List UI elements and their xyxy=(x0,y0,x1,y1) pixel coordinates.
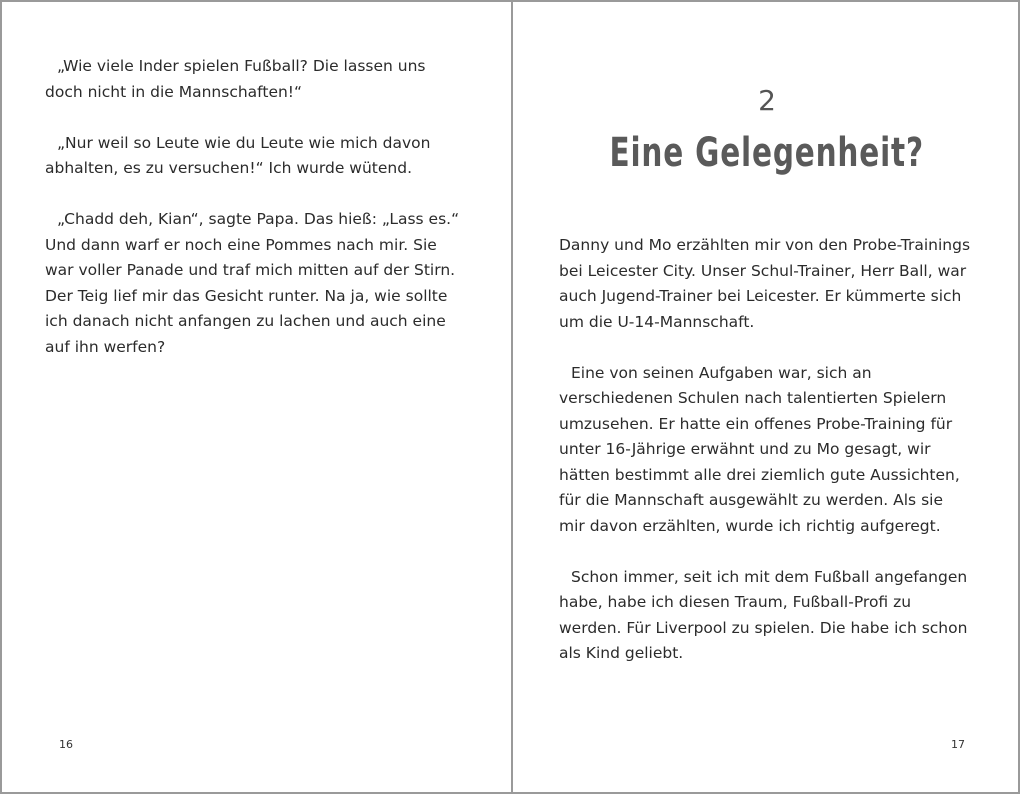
paragraph xyxy=(45,54,485,105)
text-line: war voller Panade und traf mich mitten auf der Stirn. xyxy=(45,261,456,279)
page-number: 17 xyxy=(951,738,965,751)
text-line: verschiedenen Schulen nach talentierten Spielern xyxy=(559,389,947,407)
text-line: „Wie viele Inder spielen Fußball? Die lassen uns xyxy=(57,57,426,75)
text-line: unter 16-Jährige erwähnt und zu Mo gesagt, wir xyxy=(559,440,931,458)
text-line: auf ihn werfen? xyxy=(45,337,166,356)
text-line: hätten bestimmt alle drei ziemlich gute Aussichten, xyxy=(559,465,960,484)
text-line: um die U-14-Mannschaft. xyxy=(559,312,755,331)
text-line: ich danach nicht anfangen zu lachen und auch eine xyxy=(45,312,446,330)
page-number: 16 xyxy=(59,738,73,751)
right-page xyxy=(513,2,1018,792)
text-line: doch nicht in die Mannschaften!“ xyxy=(45,82,303,101)
paragraph xyxy=(45,207,485,360)
left-page-body xyxy=(45,54,485,360)
paragraph xyxy=(559,565,999,667)
chapter-number: 2 xyxy=(758,84,776,117)
text-line: Schon immer, seit ich mit dem Fußball angefangen xyxy=(571,567,968,586)
text-line: Eine von seinen Aufgaben war, sich an xyxy=(571,363,872,382)
text-line: „Chadd deh, Kian“, sagte Papa. Das hieß: „Lass es.“ xyxy=(57,210,460,228)
text-line: Der Teig lief mir das Gesicht runter. Na ja, wie sollte xyxy=(45,286,448,305)
paragraph xyxy=(559,233,999,335)
paragraph xyxy=(45,131,485,182)
text-line: abhalten, es zu versuchen!“ Ich wurde wütend. xyxy=(45,159,412,177)
text-line: für die Mannschaft ausgewählt zu werden. Als sie xyxy=(559,491,943,509)
text-line: mir davon erzählten, wurde ich richtig aufgeregt. xyxy=(559,516,941,535)
left-page xyxy=(2,2,511,792)
text-line: Danny und Mo erzählten mir von den Probe-Trainings xyxy=(559,236,971,254)
text-line: habe, habe ich diesen Traum, Fußball-Profi zu xyxy=(559,593,912,611)
text-line: werden. Für Liverpool zu spielen. Die habe ich schon xyxy=(559,618,968,637)
chapter-title-text: Eine Gelegenheit? xyxy=(609,130,925,176)
chapter-title xyxy=(513,130,1020,176)
paragraph xyxy=(559,361,999,540)
text-line: als Kind geliebt. xyxy=(559,644,684,662)
text-line: auch Jugend-Trainer bei Leicester. Er kümmerte sich xyxy=(559,287,962,305)
text-line: umzusehen. Er hatte ein offenes Probe-Training für xyxy=(559,414,953,433)
right-page-body xyxy=(559,233,999,667)
text-line: bei Leicester City. Unser Schul-Trainer, Herr Ball, war xyxy=(559,261,967,280)
text-line: Und dann warf er noch eine Pommes nach mir. Sie xyxy=(45,235,437,254)
text-line: „Nur weil so Leute wie du Leute wie mich davon xyxy=(57,133,431,152)
